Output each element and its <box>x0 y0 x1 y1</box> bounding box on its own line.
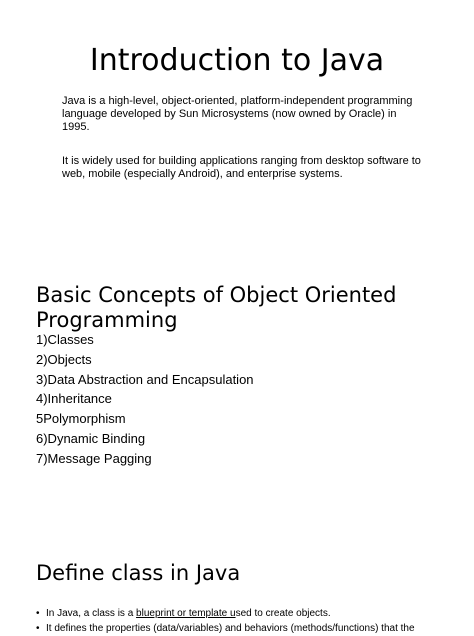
bullet-dot: • <box>36 623 40 634</box>
bullet-text: It defines the properties (data/variables) and behaviors (methods/functions) that the <box>46 623 415 634</box>
bullet-dot: • <box>36 608 40 619</box>
list-item: 4)Inheritance <box>36 391 112 407</box>
bullet-item <box>36 606 474 621</box>
oop-concepts-heading: Basic Concepts of Object Oriented Programming <box>36 283 397 332</box>
oop-concepts-list <box>36 330 254 469</box>
list-item: 2)Objects <box>36 351 92 367</box>
list-item: 3)Data Abstraction and Encapsulation <box>36 371 254 387</box>
list-item: 5Polymorphism <box>36 411 126 427</box>
intro-paragraph-2: It is widely used for building applications ranging from desktop software to web, mobile (especially Android), and enterprise systems. <box>62 155 421 180</box>
list-item: 1)Classes <box>36 332 94 347</box>
bullet-text-start: In Java, a class is a <box>46 608 137 619</box>
page-title: Introduction to Java <box>89 43 385 78</box>
underlined-term: blueprint or template u <box>136 608 236 619</box>
bullet-text-end: sed to create objects. <box>235 608 331 619</box>
define-class-heading: Define class in Java <box>36 561 241 585</box>
list-item: 7)Message Pagging <box>36 450 152 466</box>
list-item: 6)Dynamic Binding <box>36 430 146 446</box>
bullet-item <box>36 621 474 636</box>
intro-paragraph-1: Java is a high-level, object-oriented, platform-independent programming language developed by Sun Microsystems (now owned by Oracle) in 1995. <box>62 95 413 133</box>
